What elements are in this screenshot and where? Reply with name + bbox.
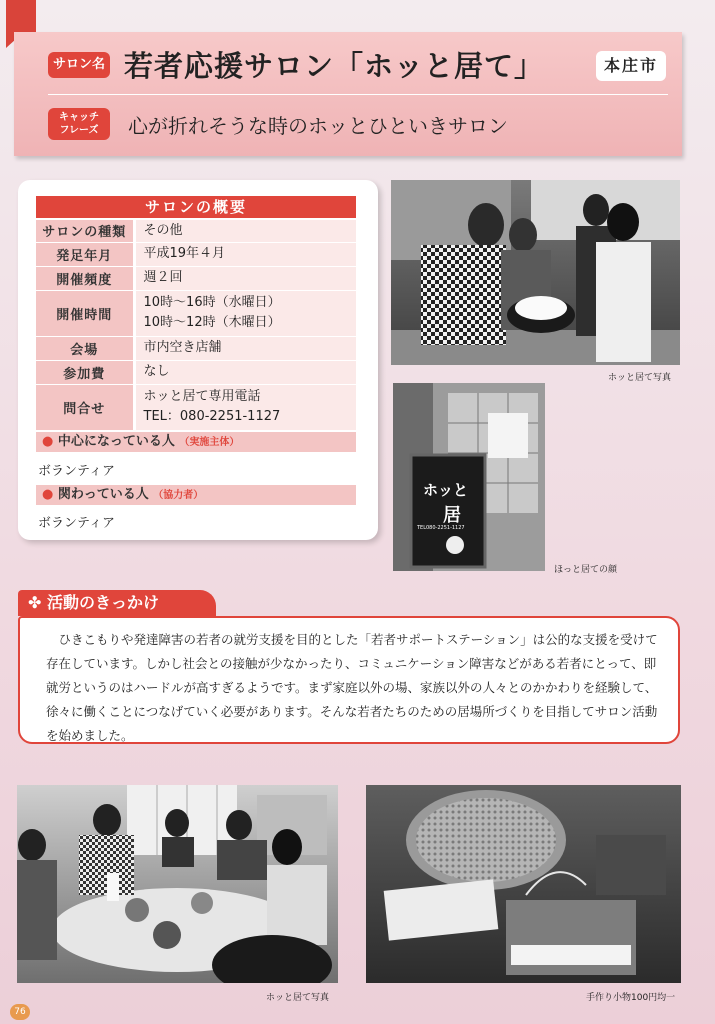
photo-handmade-goods — [366, 785, 681, 983]
clover-icon: ✤ — [28, 593, 42, 612]
photo-cooking-illustration — [391, 180, 680, 365]
salon-header — [14, 32, 682, 156]
photo-caption: ホッと居て写真 — [608, 373, 672, 383]
central-person-bar — [36, 432, 356, 452]
photo-cooking — [391, 180, 680, 365]
bullet-icon: ● — [42, 434, 54, 449]
overview-heading: サロンの概要 — [36, 196, 356, 218]
table-row — [36, 336, 356, 360]
row-value — [134, 384, 356, 430]
activity-body: ひきこもりや発達障害の若者の就労支援を目的とした「若者サポートステーション」は公的な支援を受けて存在しています。しかし社会との接触が少なかったり、コミュニケーション障害などがある若者にとって、即就労というのはハードルが高すぎるようです。まず家庭以外の場、家族以外の人々とのかかわりを経験して、徐々に働くことにつなげていく必要があります。そんな若者たちのための居場所づくりを目指してサロン活動を始めました。 — [46, 632, 658, 743]
photo-shop-illustration — [393, 383, 545, 571]
row-key: 参加費 — [36, 360, 134, 384]
table-row — [36, 360, 356, 384]
sign-text-middle: 居 — [443, 505, 461, 526]
row-value: 週２回 — [134, 266, 356, 290]
table-row — [36, 266, 356, 290]
row-value-line: 10時～12時（木曜日） — [143, 315, 281, 330]
related-person-sub: （協力者） — [153, 490, 204, 501]
related-person-bar — [36, 485, 356, 505]
salon-title: 若者応援サロン「ホッと居て」 — [124, 49, 545, 83]
row-value: 市内空き店舗 — [134, 336, 356, 360]
table-row — [36, 290, 356, 336]
row-key: 会場 — [36, 336, 134, 360]
related-person-label: 関わっている人 — [57, 487, 149, 502]
salon-name-label: サロン名 — [48, 52, 110, 78]
activity-box — [18, 616, 680, 744]
sign-tel: TEL080-2251-1127 — [417, 525, 465, 531]
row-key: 発足年月 — [36, 242, 134, 266]
page-number: 76 — [10, 1004, 30, 1020]
activity-heading: 活動のきっかけ — [46, 593, 159, 612]
central-person-sub: （実施主体） — [179, 437, 240, 448]
row-value: 平成19年４月 — [134, 242, 356, 266]
photo-caption: ホッと居て写真 — [266, 993, 330, 1003]
row-key: 開催時間 — [36, 290, 134, 336]
row-value: その他 — [134, 220, 356, 242]
central-person-value: ボランティア — [38, 464, 115, 479]
table-row — [36, 242, 356, 266]
catch-label-line-1: キャッチ — [59, 112, 99, 123]
photo-group-illustration — [17, 785, 338, 983]
photo-caption: 手作り小物100円均一 — [586, 993, 676, 1003]
header-divider — [48, 94, 668, 95]
row-value-line: 10時～16時（水曜日） — [143, 295, 281, 310]
city-badge: 本庄市 — [596, 51, 666, 81]
photo-caption: ほっと居ての顔 — [554, 565, 618, 575]
catch-phrase: 心が折れそうな時のホッとひといきサロン — [128, 114, 508, 138]
table-row — [36, 220, 356, 242]
row-key: 問合せ — [36, 384, 134, 430]
row-value: なし — [134, 360, 356, 384]
related-person-value: ボランティア — [38, 516, 115, 531]
row-value-line: ホッと居て専用電話 — [143, 389, 261, 404]
overview-table — [36, 220, 356, 431]
central-person-label: 中心になっている人 — [57, 434, 175, 449]
photo-goods-illustration — [366, 785, 681, 983]
photo-group-table — [17, 785, 338, 983]
sign-text-top: ホッと — [423, 481, 469, 499]
catch-phrase-label — [48, 108, 110, 140]
catch-label-line-2: フレーズ — [59, 125, 99, 136]
row-value — [134, 290, 356, 336]
table-row — [36, 384, 356, 430]
bullet-icon: ● — [42, 487, 54, 502]
row-key: 開催頻度 — [36, 266, 134, 290]
activity-heading-tab — [18, 590, 216, 616]
row-key: サロンの種類 — [36, 220, 134, 242]
row-value-line: TEL：080-2251-1127 — [143, 409, 281, 424]
overview-card — [18, 180, 378, 540]
photo-shop-front — [393, 383, 545, 571]
